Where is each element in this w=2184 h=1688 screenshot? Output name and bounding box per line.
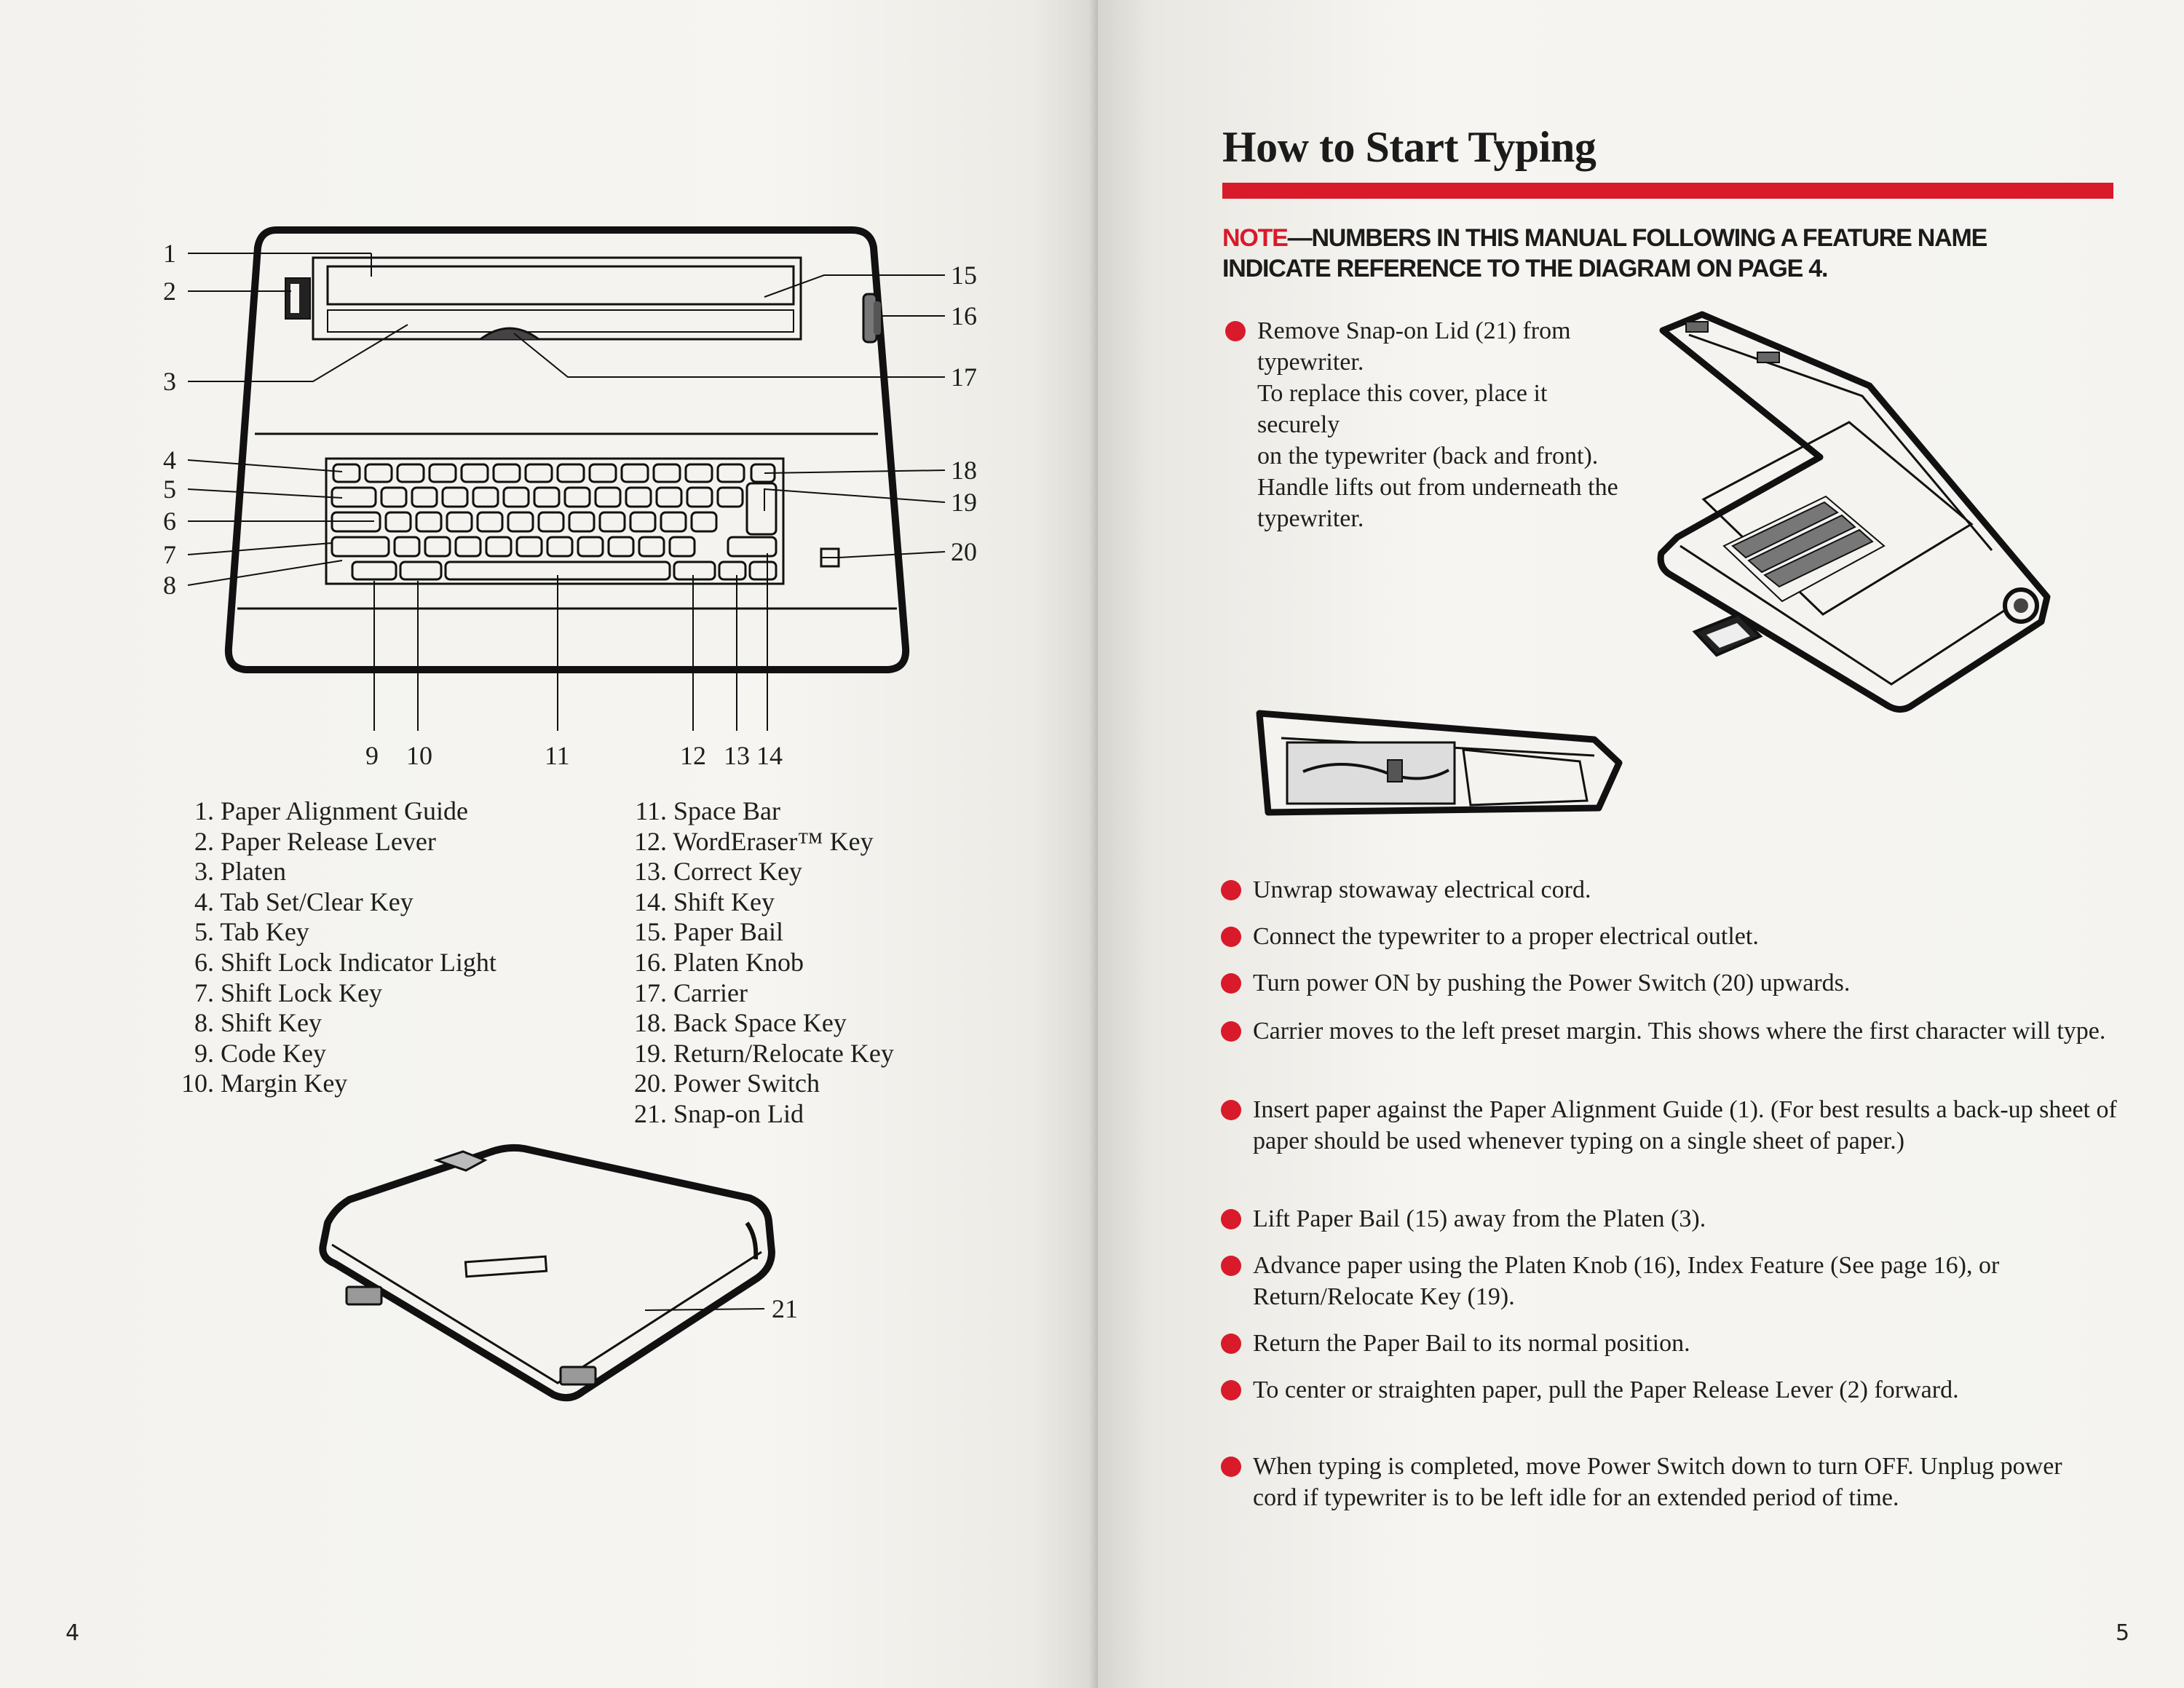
keyboard-key (639, 537, 664, 556)
keyboard-key (504, 488, 529, 507)
bullet-insert-paper (1253, 1094, 2126, 1157)
legend-label: Code Key (221, 1038, 326, 1068)
legend-num: 15. (634, 917, 667, 947)
page-number-right: 5 (2116, 1620, 2130, 1646)
legend-num: 14. (634, 887, 667, 916)
manual-note (1222, 223, 2096, 284)
keyboard-key (386, 512, 411, 531)
title-rule (1222, 183, 2113, 199)
legend-label: Shift Lock Indicator Light (221, 947, 496, 977)
keyboard-key (332, 537, 389, 556)
keyboard-key (670, 537, 695, 556)
keyboard-key (674, 562, 715, 579)
legend-num: 19. (634, 1038, 667, 1068)
typewriter-body (229, 230, 906, 670)
page-title: How to Start Typing (1222, 123, 1597, 171)
note-label: NOTE (1222, 224, 1288, 252)
legend-item (630, 887, 894, 918)
legend-label: Platen (221, 857, 286, 887)
bullet-remove-lid (1257, 315, 1636, 534)
keyboard-key (447, 512, 472, 531)
legend-num: 1. (194, 796, 214, 825)
legend-num: 10. (181, 1069, 214, 1098)
legend-num: 11. (635, 796, 667, 825)
callout-13-14: 13 14 (724, 741, 783, 770)
keyboard-key (718, 464, 744, 482)
legend-item (630, 1039, 894, 1069)
keyboard-key (719, 562, 745, 579)
bullet-text: Advance paper using the Platen Knob (16), Index Feature (See page 16), or Return/Relocate Key (19). (1253, 1252, 2000, 1310)
keyboard-key (486, 537, 511, 556)
right-page (1098, 0, 2184, 1688)
legend-label: Back Space Key (673, 1008, 847, 1038)
bullet-text: When typing is completed, move Power Switch down to turn OFF. Unplug power cord if typewriter is to be left idle for an extended period of time. (1253, 1453, 2062, 1511)
legend-item (178, 857, 496, 887)
legend-item (630, 978, 894, 1009)
legend-num: 9. (194, 1038, 214, 1068)
legend-num: 5. (194, 917, 214, 947)
keyboard-key (539, 512, 563, 531)
legend-item (630, 796, 894, 827)
bullet-return-bail (1253, 1328, 2156, 1359)
legend-item (178, 796, 496, 827)
callout-15: 15 (951, 261, 977, 290)
red-dot-bullet-icon (1225, 321, 1246, 341)
bullet-text: Turn power ON by pushing the Power Switch (20) upwards. (1253, 970, 1851, 996)
legend-label: Shift Key (221, 1008, 322, 1038)
keyboard-key (395, 537, 419, 556)
keyboard-key (558, 464, 584, 482)
bullet-power-on (1253, 967, 2156, 999)
red-dot-bullet-icon (1221, 1380, 1241, 1400)
callout-12: 12 (680, 741, 706, 770)
keyboard-key (397, 464, 424, 482)
snap-on-lid-illustration (306, 1136, 815, 1412)
callout-3: 3 (163, 367, 176, 396)
callout-11: 11 (545, 741, 570, 770)
keyboard-key (626, 488, 651, 507)
callout-7: 7 (163, 540, 176, 569)
legend-item (630, 827, 894, 857)
red-dot-bullet-icon (1221, 927, 1241, 947)
legend-num: 18. (634, 1008, 667, 1038)
callout-10: 10 (406, 741, 432, 770)
keyboard-key (590, 464, 616, 482)
keyboard-key (750, 562, 776, 579)
bullet-line: Remove Snap-on Lid (21) from (1257, 317, 1571, 344)
bullet-text: Connect the typewriter to a proper electrical outlet. (1253, 923, 1759, 950)
keyboard-key (430, 464, 456, 482)
page-number-left: 4 (66, 1620, 80, 1646)
callout-20: 20 (951, 537, 977, 566)
legend-item (178, 1069, 496, 1099)
keyboard-key (473, 488, 498, 507)
legend-label: Tab Set/Clear Key (220, 887, 414, 916)
bullet-unwrap-cord (1253, 874, 2156, 906)
legend-label: Paper Release Lever (221, 826, 436, 856)
legend-item (630, 857, 894, 887)
callout-18: 18 (951, 456, 977, 485)
legend-item (178, 948, 496, 978)
keyboard-key (526, 464, 552, 482)
bullet-center-paper (1253, 1374, 2039, 1406)
red-dot-bullet-icon (1221, 1209, 1241, 1229)
bullet-line: typewriter. (1257, 349, 1364, 376)
red-dot-bullet-icon (1221, 973, 1241, 994)
keyboard-key (534, 488, 559, 507)
keyboard-key (462, 464, 488, 482)
legend-label: Space Bar (673, 796, 780, 825)
callout-5: 5 (163, 475, 176, 504)
callout-4: 4 (163, 445, 176, 475)
legend-item (630, 917, 894, 948)
bullet-line: on the typewriter (back and front). (1257, 443, 1599, 469)
legend-column-1 (178, 796, 496, 1099)
keyboard-key (600, 512, 625, 531)
legend-column-2 (630, 796, 894, 1130)
callout-16: 16 (951, 301, 977, 330)
keyboard-key (416, 512, 441, 531)
bullet-lift-bail (1253, 1203, 2156, 1235)
callout-8: 8 (163, 571, 176, 600)
legend-label: Correct Key (673, 857, 802, 887)
legend-label: Shift Key (673, 887, 775, 916)
legend-num: 16. (634, 947, 667, 977)
keyboard-key (661, 512, 686, 531)
legend-label: Shift Lock Key (221, 978, 382, 1007)
legend-item (178, 917, 496, 948)
legend-label: Snap-on Lid (673, 1098, 804, 1128)
bullet-text: Return the Paper Bail to its normal position. (1253, 1330, 1690, 1357)
keyboard-key (622, 464, 648, 482)
bullet-text: Insert paper against the Paper Alignment Guide (1). (For best results a back-up sheet of paper should be used whenever typing on a single sheet of paper.) (1253, 1096, 2117, 1154)
keyboard-key (728, 537, 776, 556)
legend-item (178, 1039, 496, 1069)
legend-item (178, 827, 496, 857)
keyboard-key (365, 464, 392, 482)
callout-17: 17 (951, 362, 977, 392)
legend-num: 17. (634, 978, 667, 1007)
legend-item (630, 1069, 894, 1099)
bullet-connect-outlet (1253, 921, 2156, 952)
keyboard-key (692, 512, 716, 531)
legend-label: Platen Knob (673, 947, 804, 977)
legend-num: 13. (634, 857, 667, 887)
legend-item (178, 1008, 496, 1039)
legend-item (630, 1008, 894, 1039)
keyboard-key (425, 537, 450, 556)
legend-label: WordEraser™ Key (673, 826, 874, 856)
bullet-line: Handle lifts out from underneath the (1257, 474, 1618, 501)
red-dot-bullet-icon (1221, 1256, 1241, 1276)
legend-item (630, 1099, 894, 1130)
callout-1: 1 (163, 239, 176, 268)
legend-num: 8. (194, 1008, 214, 1038)
keyboard-key (508, 512, 533, 531)
keyboard-key (547, 537, 572, 556)
legend-label: Power Switch (673, 1069, 820, 1098)
keyboard-key (686, 464, 712, 482)
keyboard-key (565, 488, 590, 507)
keyboard-key (517, 537, 542, 556)
open-typewriter-illustration (1651, 306, 2161, 757)
red-dot-bullet-icon (1221, 1334, 1241, 1354)
bullet-text: To center or straighten paper, pull the Paper Release Lever (2) forward. (1253, 1376, 1959, 1403)
legend-label: Carrier (673, 978, 748, 1007)
legend-num: 20. (634, 1069, 667, 1098)
bullet-text: Carrier moves to the left preset margin. This shows where the first character will type. (1253, 1018, 2106, 1045)
keyboard-key (569, 512, 594, 531)
legend-item (630, 948, 894, 978)
keyboard-key (630, 512, 655, 531)
keyboard-key (400, 562, 441, 579)
bullet-text: Unwrap stowaway electrical cord. (1253, 876, 1591, 903)
keyboard-key (381, 488, 406, 507)
legend-num: 2. (194, 826, 214, 856)
bullet-line: To replace this cover, place it securely (1257, 380, 1548, 438)
callout-21: 21 (772, 1294, 798, 1323)
typewriter-diagram (0, 0, 1098, 786)
callout-6: 6 (163, 507, 176, 536)
keyboard-key (718, 488, 743, 507)
legend-num: 6. (194, 947, 214, 977)
callout-2: 2 (163, 277, 176, 306)
keyboard-key (609, 537, 633, 556)
bullet-text: Lift Paper Bail (15) away from the Platen (3). (1253, 1205, 1706, 1232)
callout-9: 9 (365, 741, 379, 770)
legend-item (178, 887, 496, 918)
legend-label: Tab Key (220, 917, 309, 947)
keyboard-key (456, 537, 480, 556)
keyboard-key (687, 488, 712, 507)
bullet-power-off (1253, 1451, 2097, 1513)
legend-num: 3. (194, 857, 214, 887)
keyboard-key (578, 537, 603, 556)
legend-item (178, 978, 496, 1009)
typewriter-underside-illustration (1252, 699, 1631, 830)
keyboard-key (478, 512, 502, 531)
legend-label: Margin Key (221, 1069, 348, 1098)
legend-label: Return/Relocate Key (673, 1038, 894, 1068)
keyboard-key (352, 562, 396, 579)
red-dot-bullet-icon (1221, 1021, 1241, 1042)
callout-19: 19 (951, 488, 977, 517)
keyboard-key (443, 488, 467, 507)
legend-num: 4. (194, 887, 214, 916)
red-dot-bullet-icon (1221, 1457, 1241, 1477)
legend-num: 7. (194, 978, 214, 1007)
keyboard-key (747, 483, 776, 534)
legend-num: 12. (634, 826, 667, 856)
keyboard-key (494, 464, 520, 482)
keyboard-key (412, 488, 437, 507)
keyboard-key (333, 464, 360, 482)
legend-num: 21. (634, 1098, 667, 1128)
bullet-line: typewriter. (1257, 505, 1364, 532)
red-dot-bullet-icon (1221, 1100, 1241, 1120)
note-text: —NUMBERS IN THIS MANUAL FOLLOWING A FEATURE NAME INDICATE REFERENCE TO THE DIAGRAM ON PAGE 4. (1222, 224, 1987, 282)
keyboard-key (657, 488, 681, 507)
bullet-advance-paper (1253, 1250, 2156, 1312)
keyboard-key (654, 464, 680, 482)
legend-label: Paper Alignment Guide (221, 796, 468, 825)
legend-label: Paper Bail (673, 917, 783, 947)
bullet-carrier-moves (1253, 1015, 2126, 1047)
red-dot-bullet-icon (1221, 880, 1241, 900)
keyboard-key (596, 488, 620, 507)
